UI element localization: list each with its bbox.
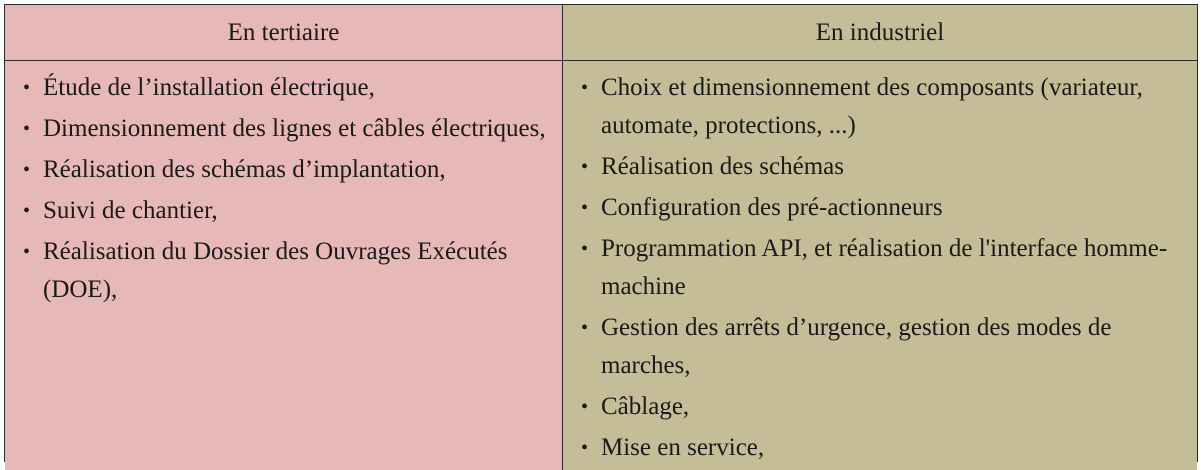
list-item-text: Câblage, bbox=[601, 393, 690, 420]
list-item-text: Dimensionnement des lignes et câbles électriques, bbox=[43, 115, 546, 142]
bullet-icon: • bbox=[23, 77, 31, 99]
list-item-text: Gestion des arrêts d’urgence, gestion des modes de marches, bbox=[601, 314, 1112, 379]
bullet-icon: • bbox=[581, 238, 589, 260]
list-item bbox=[581, 230, 1187, 306]
list-item-text: Réalisation des schémas d’implantation, bbox=[43, 156, 446, 183]
tertiaire-column bbox=[5, 61, 563, 470]
header-tertiaire bbox=[5, 5, 563, 61]
header-industriel bbox=[563, 5, 1197, 61]
list-item-text: Mise en service, bbox=[601, 434, 765, 461]
list-item bbox=[581, 189, 1187, 227]
list-item bbox=[23, 110, 552, 148]
list-item-text: Choix et dimensionnement des composants (variateur, automate, protections, ...) bbox=[601, 74, 1143, 139]
list-item bbox=[23, 151, 552, 189]
bullet-icon: • bbox=[23, 241, 31, 263]
bullet-icon: • bbox=[581, 437, 589, 459]
list-item bbox=[23, 192, 552, 230]
list-item bbox=[581, 148, 1187, 186]
list-item bbox=[23, 233, 552, 309]
industriel-column bbox=[563, 61, 1197, 470]
list-item-text: Programmation API, et réalisation de l'interface homme-machine bbox=[601, 235, 1168, 300]
bullet-icon: • bbox=[581, 396, 589, 418]
bullet-icon: • bbox=[581, 197, 589, 219]
header-tertiaire-label: En tertiaire bbox=[227, 18, 340, 46]
list-item-text: Réalisation des schémas bbox=[601, 153, 844, 180]
list-item bbox=[581, 309, 1187, 385]
bullet-icon: • bbox=[23, 200, 31, 222]
industriel-list bbox=[581, 69, 1187, 467]
tertiaire-list bbox=[23, 69, 552, 309]
list-item-text: Configuration des pré-actionneurs bbox=[601, 194, 943, 221]
comparison-table bbox=[4, 4, 1198, 462]
bullet-icon: • bbox=[581, 156, 589, 178]
list-item-text: Réalisation du Dossier des Ouvrages Exécutés (DOE), bbox=[43, 238, 508, 303]
bullet-icon: • bbox=[23, 118, 31, 140]
list-item bbox=[581, 69, 1187, 145]
list-item-text: Étude de l’installation électrique, bbox=[43, 74, 375, 101]
bullet-icon: • bbox=[23, 159, 31, 181]
list-item bbox=[23, 69, 552, 107]
header-industriel-label: En industriel bbox=[815, 18, 945, 46]
bullet-icon: • bbox=[581, 77, 589, 99]
list-item-text: Suivi de chantier, bbox=[43, 197, 218, 224]
list-item bbox=[581, 429, 1187, 467]
list-item bbox=[581, 388, 1187, 426]
bullet-icon: • bbox=[581, 317, 589, 339]
